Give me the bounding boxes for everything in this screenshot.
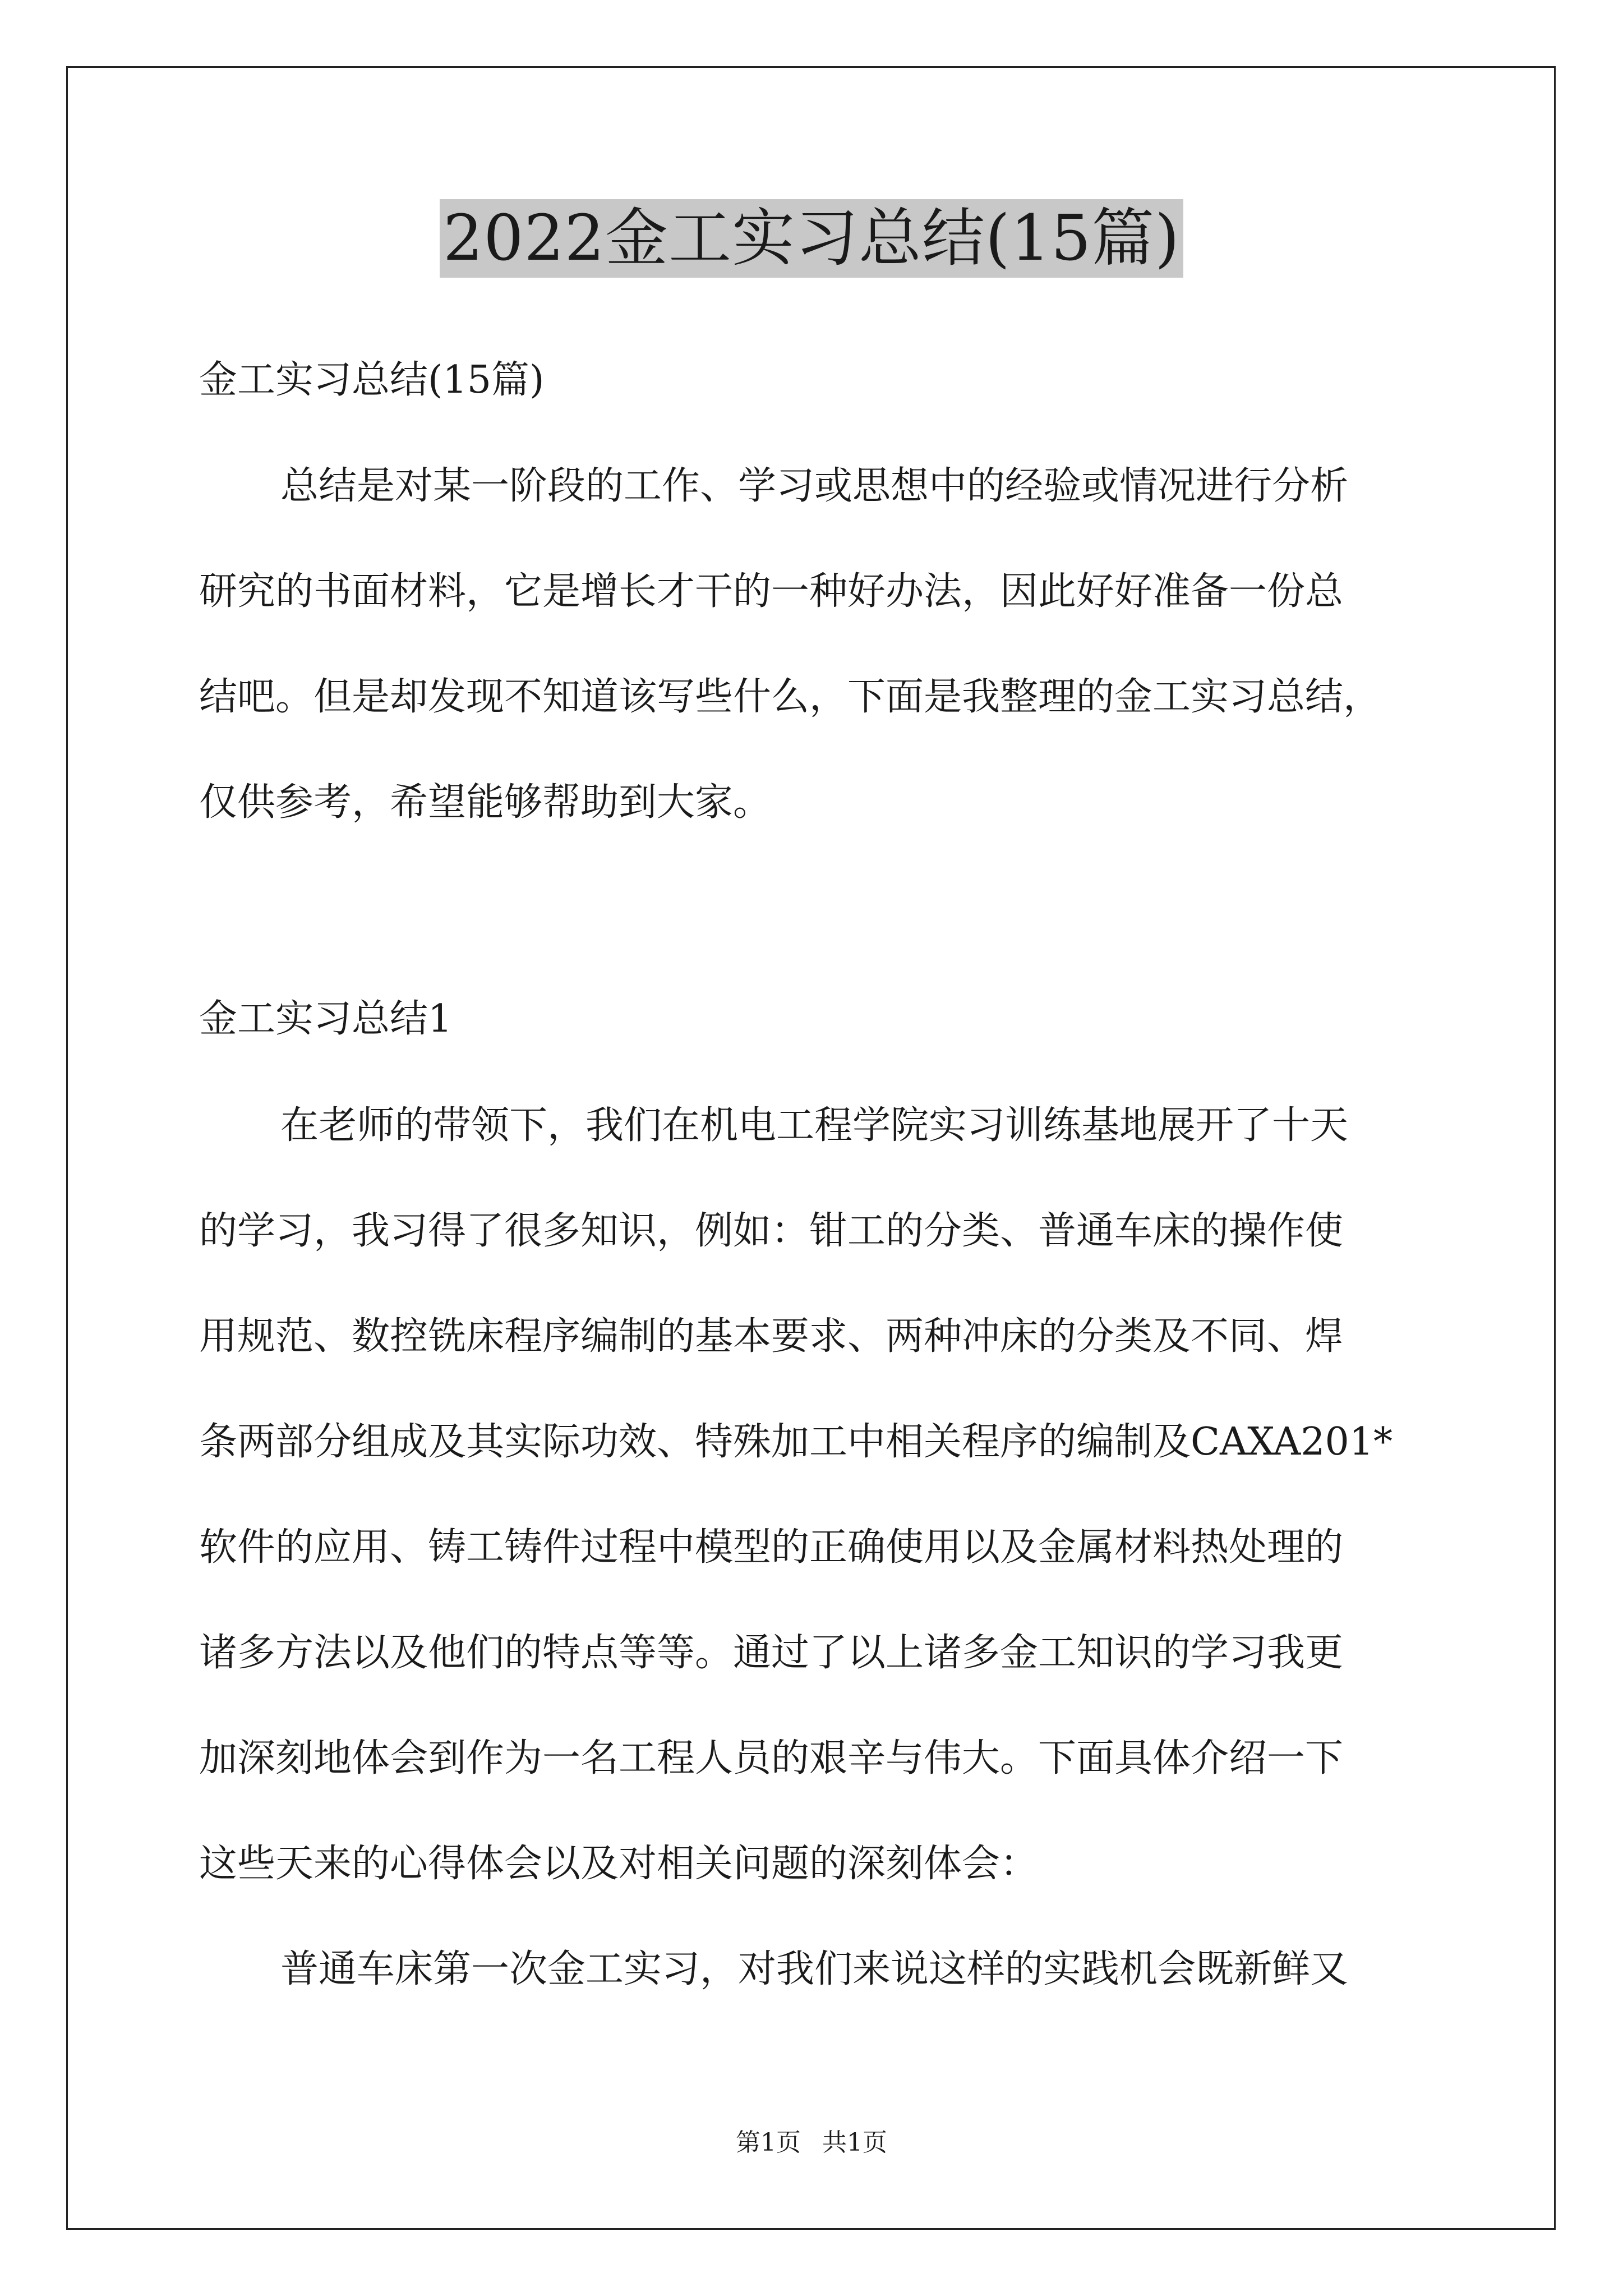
body-line: 在老师的带领下，我们在机电工程学院实习训练基地展开了十天: [280, 1103, 1349, 1148]
body-line: 这些天来的心得体会以及对相关问题的深刻体会：: [199, 1842, 1039, 1886]
body-line: 诸多方法以及他们的特点等等。通过了以上诸多金工知识的学习我更: [199, 1631, 1344, 1675]
document-title: 2022金工实习总结(15篇): [440, 199, 1183, 278]
body-line: 条两部分组成及其实际功效、特殊加工中相关程序的编制及CAXA201*: [199, 1420, 1393, 1464]
title-block: [0, 199, 1623, 278]
intro-line: 研究的书面材料，它是增长才干的一种好办法，因此好好准备一份总: [199, 569, 1344, 614]
body-line: 软件的应用、铸工铸件过程中模型的正确使用以及金属材料热处理的: [199, 1525, 1344, 1570]
page-number: 第1页: [736, 2128, 801, 2157]
intro-line: 结吧。但是却发现不知道该写些什么，下面是我整理的金工实习总结，: [199, 675, 1382, 719]
body-line: 用规范、数控铣床程序编制的基本要求、两种冲床的分类及不同、焊: [199, 1314, 1344, 1359]
intro-line: 仅供参考，希望能够帮助到大家。: [199, 780, 772, 825]
section-heading: 金工实习总结1: [199, 997, 453, 1041]
intro-line: 总结是对某一阶段的工作、学习或思想中的经验或情况进行分析: [280, 464, 1349, 508]
page-footer: [0, 2126, 1623, 2160]
body-line: 普通车床第一次金工实习，对我们来说这样的实践机会既新鲜又: [280, 1947, 1349, 1991]
subtitle: 金工实习总结(15篇): [199, 358, 545, 402]
body-line: 的学习，我习得了很多知识，例如：钳工的分类、普通车床的操作使: [199, 1209, 1344, 1253]
page-total: 共1页: [822, 2128, 887, 2157]
body-line: 加深刻地体会到作为一名工程人员的艰辛与伟大。下面具体介绍一下: [199, 1736, 1344, 1780]
